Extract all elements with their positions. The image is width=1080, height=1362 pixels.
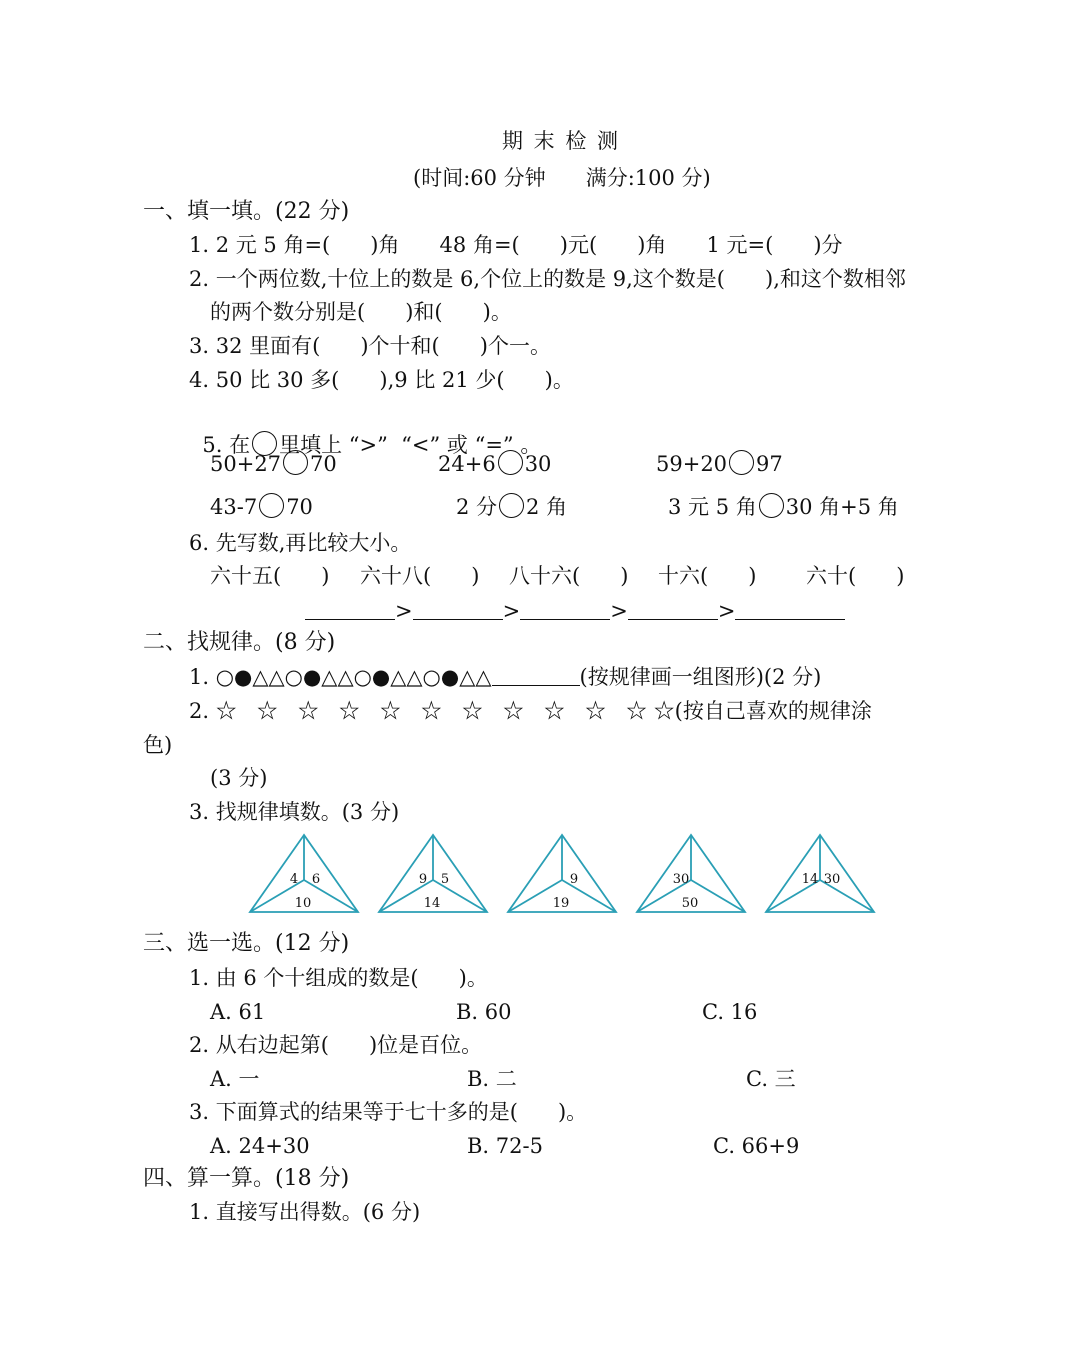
option-b[interactable]: B. 60 [456,1000,512,1024]
page-title: 期 末 检 测 [502,129,621,153]
greater-sign: > [502,599,521,623]
greater-sign: > [610,599,628,623]
compare-right: 70 [310,452,337,476]
triangle-bottom-number: 50 [681,896,699,911]
option-a[interactable]: A. 61 [210,1000,266,1024]
page-subtitle: (时间:60 分钟 满分:100 分) [413,166,711,190]
triangle-right-number: 30 [823,872,841,887]
section-2-heading: 二、找规律。(8 分) [143,630,336,655]
compare-left: 24+6 [438,452,496,476]
compare-left: 2 分 [456,495,498,519]
triangle-right-number: 5 [440,872,450,887]
number-word-item: 八十六( ) [509,564,629,588]
greater-sign: > [395,599,413,623]
triangle-right-number: 6 [311,872,321,887]
s2-q2c: (3 分) [210,766,268,790]
s1-q3: 3. 32 里面有( )个十和( )个一。 [189,334,551,358]
compare-right: 2 角 [526,495,568,519]
section-1-heading: 一、填一填。(22 分) [143,199,350,224]
option-c[interactable]: C. 三 [746,1067,796,1091]
s1-q6: 6. 先写数,再比较大小。 [189,531,412,555]
triangle-divider [691,880,745,912]
s1-q1: 1. 2 元 5 角=( )角 48 角=( )元( )角 1 元=( )分 [189,233,843,257]
compare-right: 70 [286,495,313,519]
s1-q5-post: 里填上 “>” “<” 或 “=” 。 [279,433,542,457]
number-word-item: 六十八( ) [360,564,480,588]
option-a[interactable]: A. 24+30 [210,1134,310,1158]
triangle-right-number: 9 [569,872,579,887]
triangle-bottom-number: 19 [552,896,570,911]
triangle-left-number: 14 [801,872,819,887]
s2-q1-hint: (按规律画一组图形)(2 分) [579,665,822,689]
s1-q4: 4. 50 比 30 多( ),9 比 21 少( )。 [189,368,574,392]
triangle-left-number: 30 [672,872,690,887]
s4-q1: 1. 直接写出得数。(6 分) [189,1200,421,1224]
s3-q2: 2. 从右边起第( )位是百位。 [189,1033,483,1057]
compare-left: 3 元 5 角 [668,495,757,519]
triangle-bottom-number: 10 [294,896,312,911]
section-4-heading: 四、算一算。(18 分) [143,1166,350,1191]
s2-q2a: 2. ☆ ☆ ☆ ☆ ☆ ☆ ☆ ☆ ☆ ☆ ☆ ☆(按自己喜欢的规律涂 [189,699,872,723]
compare-left: 50+27 [210,452,282,476]
option-a[interactable]: A. 一 [210,1067,260,1091]
option-c[interactable]: C. 16 [702,1000,758,1024]
greater-sign: > [717,599,736,623]
triangle-bottom-number: 14 [423,896,441,911]
option-b[interactable]: B. 二 [467,1067,517,1091]
section-3-heading: 三、选一选。(12 分) [143,931,350,956]
s1-q2b: 的两个数分别是( )和( )。 [210,300,512,324]
triangle-left-number: 4 [289,872,299,887]
s3-q1: 1. 由 6 个十组成的数是( )。 [189,966,488,990]
triangle-left-number: 9 [418,872,428,887]
s1-q2a: 2. 一个两位数,十位上的数是 6,个位上的数是 9,这个数是( ),和这个数相邻 [189,267,906,291]
compare-right: 97 [756,452,783,476]
compare-right: 30 [524,452,552,476]
s2-q3: 3. 找规律填数。(3 分) [189,800,400,824]
compare-right: 30 角+5 角 [785,495,899,519]
number-word-item: 六十( ) [806,564,905,588]
s2-q2b: 色) [143,733,173,757]
triangle-puzzle [250,835,358,912]
number-word-item: 十六( ) [658,564,757,588]
option-c[interactable]: C. 66+9 [713,1134,800,1158]
s3-q3: 3. 下面算式的结果等于七十多的是( )。 [189,1100,588,1124]
number-word-item: 六十五( ) [210,564,330,588]
triangle-puzzle [508,835,616,912]
triangle-puzzle [379,835,487,912]
compare-left: 59+20 [656,452,728,476]
triangle-puzzle [637,835,745,912]
triangle-puzzle [766,835,874,912]
option-b[interactable]: B. 72-5 [467,1134,543,1158]
compare-left: 43-7 [210,495,258,519]
s1-q5-pre: 5. 在 [202,433,251,457]
shape-pattern: 1. ○●△△○●△△○●△△○●△△ [189,665,492,689]
